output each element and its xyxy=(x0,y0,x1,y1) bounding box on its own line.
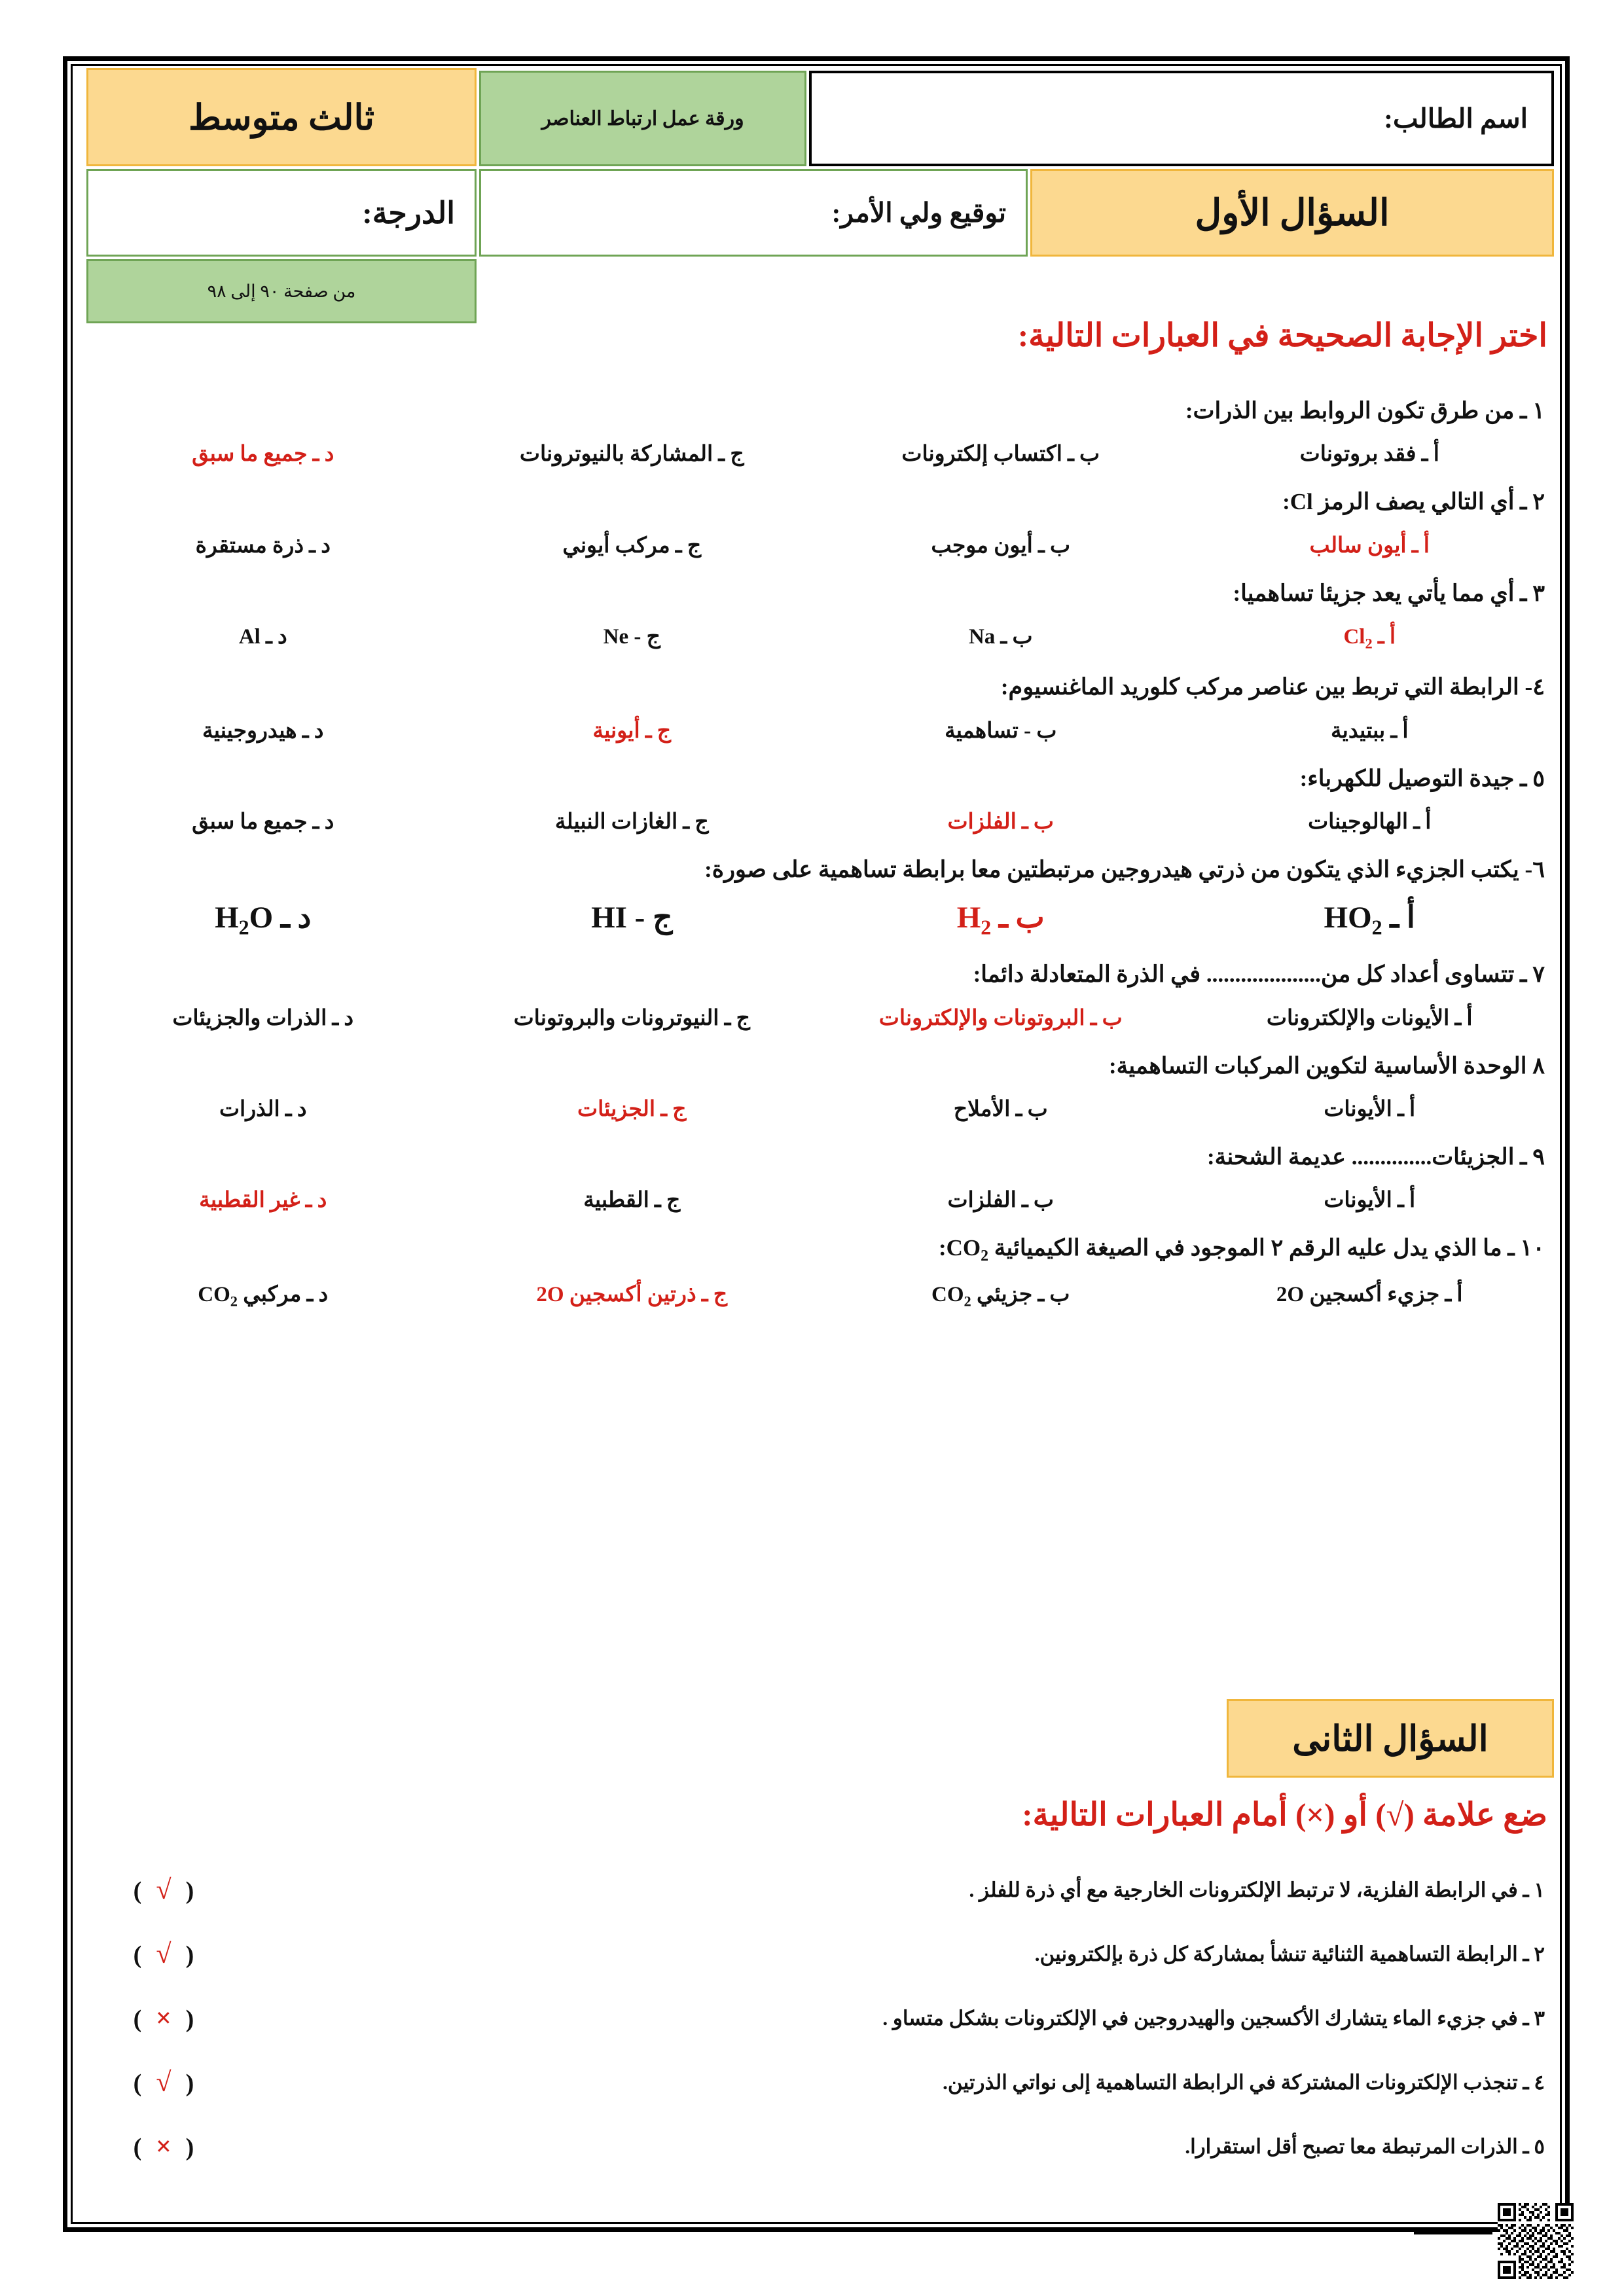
paren-close: ) xyxy=(133,2134,142,2161)
pages-note-cell xyxy=(86,259,477,323)
true-false-answer-box[interactable] xyxy=(79,2003,249,2034)
mcq-option-correct[interactable]: ج ـ الجزيئات xyxy=(577,1097,687,1121)
mcq-question-stem: ٨ الوحدة الأساسية لتكوين المركبات التساهمية: xyxy=(1108,1052,1545,1079)
student-name-label: اسم الطالب: xyxy=(1384,103,1528,134)
mcq-option[interactable]: أ ـ الأيونات xyxy=(1324,1097,1416,1121)
grade-level-label: ثالث متوسط xyxy=(188,98,375,137)
mcq-option-correct[interactable]: د ـ غير القطبية xyxy=(199,1189,327,1213)
true-false-answer-box[interactable] xyxy=(79,1874,249,1906)
true-false-answer-box[interactable] xyxy=(79,1939,249,1970)
mcq-option[interactable]: ج - Ne xyxy=(603,624,660,649)
mcq-option[interactable]: د ـ Al xyxy=(238,624,287,649)
mcq-option-row xyxy=(79,623,1554,653)
mcq-option-correct[interactable]: ج ـ ذرتين أكسجين 2O xyxy=(536,1283,728,1307)
paren-close: ) xyxy=(133,2005,142,2033)
mcq-option[interactable]: أ ـ فقد بروتونات xyxy=(1299,442,1439,467)
mcq-option-correct[interactable]: أ ـ أيون سالب xyxy=(1309,533,1430,558)
mcq-question xyxy=(79,578,1554,653)
mcq-option-correct[interactable]: ب ـ البروتونات والإلكترونات xyxy=(878,1006,1123,1030)
mcq-option[interactable]: د ـ جميع ما سبق xyxy=(192,810,334,834)
mcq-question-stem: ٥ ـ جيدة التوصيل للكهرباء: xyxy=(1299,765,1545,791)
question-one-label: السؤال الأول xyxy=(1195,192,1390,234)
mcq-question-stem: ١ ـ من طرق تكون الروابط بين الذرات: xyxy=(1185,398,1545,423)
mcq-question xyxy=(79,763,1554,834)
true-false-mark: √ xyxy=(156,1875,171,1905)
qr-code-icon xyxy=(1498,2203,1574,2279)
true-false-answer-box[interactable] xyxy=(79,2067,249,2098)
mcq-question xyxy=(79,1232,1554,1310)
mcq-question-stem: ٧ ـ تتساوى أعداد كل من.................... في الذرة المتعادلة دائما: xyxy=(973,961,1545,988)
mcq-option-correct[interactable]: ج ـ أيونية xyxy=(592,719,672,743)
mcq-option[interactable]: ب ـ الأملاح xyxy=(953,1097,1048,1121)
mcq-option[interactable]: ب ـ Na xyxy=(968,624,1033,649)
paren-close: ) xyxy=(133,2070,142,2097)
true-false-statement: ٢ ـ الرابطة التساهمية الثنائية تنشأ بمشاركة كل ذرة بإلكترونين. xyxy=(1034,1943,1545,1965)
true-false-statement: ٤ ـ تنجذب الإلكترونات المشتركة في الرابطة التساهمية إلى نواتي الذرتين. xyxy=(943,2071,1545,2094)
paren-open: ( xyxy=(185,2134,194,2161)
true-false-mark: √ xyxy=(156,2068,171,2098)
header-table xyxy=(79,68,1554,301)
mcq-option-row xyxy=(79,1096,1554,1122)
section-one-instruction: اختر الإجابة الصحيحة في العبارات التالية: xyxy=(1017,317,1547,353)
mcq-option-row xyxy=(79,1187,1554,1213)
true-false-row xyxy=(79,1939,1554,1970)
student-name-cell xyxy=(809,71,1554,166)
true-false-answer-box[interactable] xyxy=(79,2131,249,2162)
mcq-option[interactable]: ج - HI xyxy=(591,901,673,935)
paren-close: ) xyxy=(133,1877,142,1905)
mcq-option-correct[interactable]: ب ـ $H_2$ xyxy=(956,901,1045,939)
mcq-option[interactable]: ب ـ أيون موجب xyxy=(931,533,1071,558)
paren-open: ( xyxy=(185,1877,194,1905)
mcq-option[interactable]: ج ـ القطبية xyxy=(583,1189,681,1213)
mcq-question xyxy=(79,672,1554,743)
mcq-question-stem: ٢ ـ أي التالي يصف الرمز Cl: xyxy=(1282,489,1545,515)
mcq-option-row xyxy=(79,899,1554,939)
mcq-option[interactable]: أ ـ ببتيدية xyxy=(1330,719,1409,743)
mcq-question xyxy=(79,1050,1554,1122)
mcq-option-row xyxy=(79,808,1554,834)
mcq-question-stem: ٣ ـ أي مما يأتي يعد جزيئا تساهميا: xyxy=(1233,580,1545,606)
mcq-question-stem: ١٠ ـ ما الذي يدل عليه الرقم ٢ الموجود في الصيغة الكيميائية $CO_2$: xyxy=(938,1235,1545,1265)
paren-close: ) xyxy=(133,1941,142,1969)
mcq-option[interactable]: أ ـ الأيونات xyxy=(1324,1189,1416,1213)
mcq-question xyxy=(79,959,1554,1030)
mcq-option[interactable]: د ـ $H_2O$ xyxy=(215,901,312,939)
mcq-option[interactable]: أ ـ جزيء أكسجين 2O xyxy=(1276,1283,1463,1307)
mcq-question-stem: ٩ ـ الجزيئات.............. عديمة الشحنة: xyxy=(1207,1143,1545,1170)
worksheet-title-cell xyxy=(479,71,806,166)
paren-open: ( xyxy=(185,2005,194,2033)
mcq-option-row xyxy=(79,717,1554,744)
mcq-option[interactable]: ب ـ اكتساب إلكترونات xyxy=(901,442,1100,467)
mcq-option[interactable]: ج ـ الغازات النبيلة xyxy=(554,810,709,834)
mcq-option[interactable]: أ ـ الهالوجينات xyxy=(1308,810,1432,834)
mcq-option[interactable]: ب ـ الفلزات xyxy=(947,1189,1055,1213)
mcq-option[interactable]: ب ـ جزيئي $CO_2$ xyxy=(931,1283,1070,1310)
mcq-question xyxy=(79,854,1554,940)
mcq-option-row xyxy=(79,440,1554,467)
mcq-option[interactable]: أ ـ $HO_2$ xyxy=(1324,901,1415,939)
true-false-mark: × xyxy=(156,2132,171,2162)
true-false-statement: ١ ـ في الرابطة الفلزية، لا ترتبط الإلكترونات الخارجية مع أي ذرة للفلز . xyxy=(969,1878,1545,1901)
mcq-option-correct[interactable]: ب ـ الفلزات xyxy=(947,810,1055,834)
mcq-question-list xyxy=(79,395,1554,1330)
section-two-instruction: ضع علامة (√) أو (×) أمام العبارات التالية: xyxy=(1022,1797,1547,1833)
true-false-row xyxy=(79,1874,1554,1906)
worksheet-title: ورقة عمل ارتباط العناصر xyxy=(541,107,744,130)
mcq-option-row xyxy=(79,532,1554,558)
mcq-question-stem: ٤- الرابطة التي تربط بين عناصر مركب كلوريد الماغنسيوم: xyxy=(1000,674,1545,700)
mcq-option-correct[interactable]: د ـ جميع ما سبق xyxy=(192,442,334,467)
mcq-option[interactable]: د ـ ذرة مستقرة xyxy=(195,533,331,558)
question-one-banner-cell xyxy=(1030,169,1554,257)
mcq-question xyxy=(79,486,1554,558)
mcq-option[interactable]: د ـ الذرات والجزيئات xyxy=(172,1006,354,1030)
mcq-option[interactable]: أ ـ الأيونات والإلكترونات xyxy=(1266,1006,1473,1030)
true-false-row xyxy=(79,2003,1554,2034)
mcq-question xyxy=(79,1141,1554,1213)
true-false-mark: × xyxy=(156,2003,171,2034)
mcq-option[interactable]: د ـ هيدروجينية xyxy=(202,719,324,743)
true-false-statement: ٣ ـ في جزيء الماء يتشارك الأكسجين والهيدروجين في الإلكترونات بشكل متساو . xyxy=(882,2007,1545,2030)
grade-level-cell xyxy=(86,68,477,166)
guardian-signature-cell xyxy=(479,169,1028,257)
question-two-banner: السؤال الثانى xyxy=(1227,1699,1554,1778)
mcq-option-row xyxy=(79,1281,1554,1310)
mcq-option-correct[interactable]: أ ـ $Cl_2$ xyxy=(1343,624,1396,652)
mcq-question xyxy=(79,395,1554,467)
mark-cell xyxy=(86,169,477,257)
mcq-question-stem: ٦- يكتب الجزيء الذي يتكون من ذرتي هيدروجين مرتبطتين معا برابطة تساهمية على صورة: xyxy=(704,856,1545,882)
mcq-option[interactable]: ج ـ المشاركة بالنيوترونات xyxy=(519,442,744,467)
footer-rule xyxy=(1414,2228,1492,2234)
true-false-row xyxy=(79,2067,1554,2098)
mcq-option[interactable]: د ـ مركبي $CO_2$ xyxy=(198,1283,329,1310)
paren-open: ( xyxy=(185,1941,194,1969)
true-false-statement: ٥ ـ الذرات المرتبطة معا تصبح أقل استقرارا. xyxy=(1185,2135,1545,2158)
guardian-signature-label: توقيع ولي الأمر: xyxy=(831,198,1006,228)
true-false-list xyxy=(79,1874,1554,2195)
mcq-option[interactable]: د ـ الذرات xyxy=(219,1097,307,1121)
mcq-option-row xyxy=(79,1005,1554,1031)
pages-note-label: من صفحة ٩٠ إلى ٩٨ xyxy=(207,281,356,301)
true-false-row xyxy=(79,2131,1554,2162)
page-content xyxy=(79,68,1554,2220)
mark-label: الدرجة: xyxy=(362,196,455,230)
paren-open: ( xyxy=(185,2070,194,2097)
true-false-mark: √ xyxy=(156,1939,171,1969)
mcq-option[interactable]: ب - تساهمية xyxy=(945,719,1057,743)
mcq-option[interactable]: ج ـ مركب أيوني xyxy=(562,533,702,558)
mcq-option[interactable]: ج ـ النيوترونات والبروتونات xyxy=(513,1006,750,1030)
